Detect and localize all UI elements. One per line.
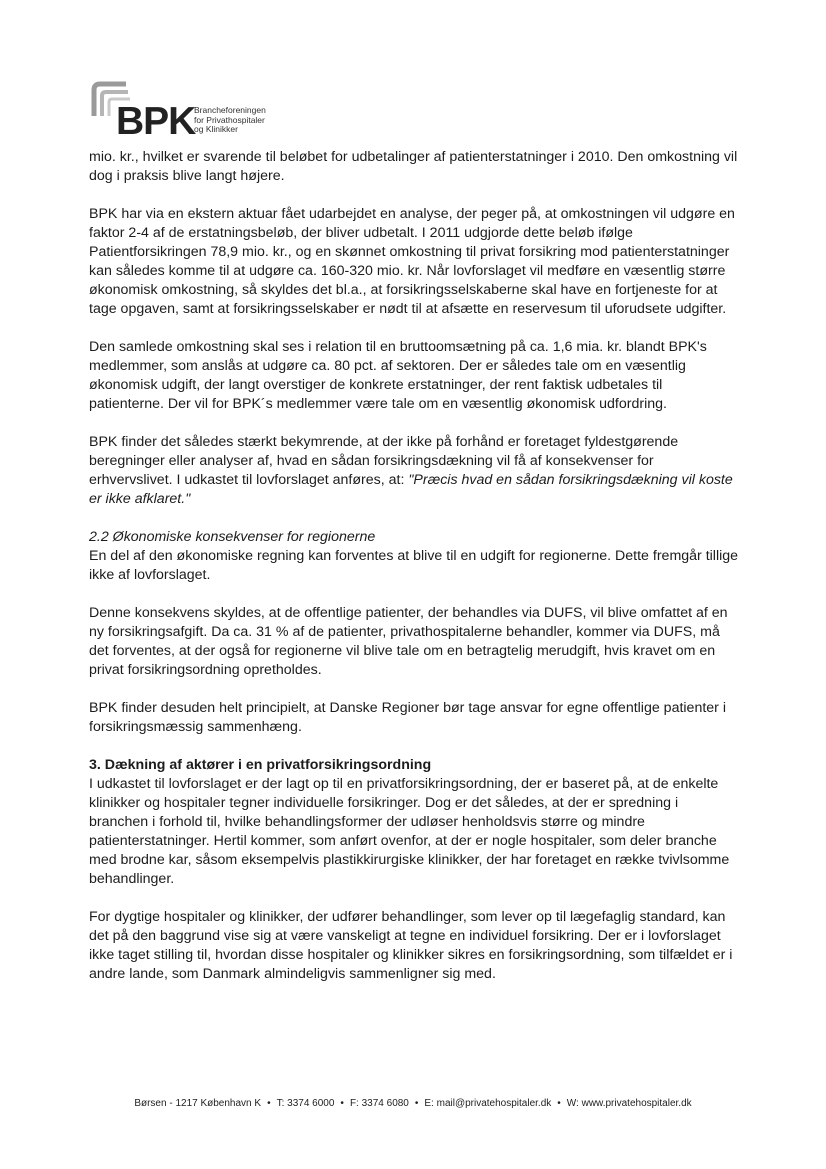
footer-phone: T: 3374 6000 [276,1098,335,1109]
logo-tagline-line1: Brancheforeningen [194,105,266,115]
paragraph-5: En del af den økonomiske regning kan forventes at blive til en udgift for regionerne. Dette fremgår tillige ikke af lovforslaget. [89,548,739,583]
footer-separator: • [267,1098,271,1109]
paragraph-9: For dygtige hospitaler og klinikker, der udfører behandlinger, som lever op til lægefaglig standard, kan det på den baggrund vise sig at være vanskeligt at tegne en individuel forsikring. Der er i lovforslaget ikke taget stilling til, hvordan disse hospitaler og klinikker sikres en forsikringsordning, som tilfældet er i andre lande, som Danmark almindeligvis sammenligner sig med. [89,909,733,982]
footer-fax: F: 3374 6080 [349,1098,409,1109]
footer-address: Børsen - 1217 København K [134,1098,262,1109]
paragraph-7: BPK finder desuden helt principielt, at Danske Regioner bør tage ansvar for egne offentlige patienter i forsikringsmæssig sammenhæng. [89,700,726,735]
logo-tagline-line3: og Klinikker [194,124,238,134]
page-footer [0,1098,826,1109]
paragraph-4-text: BPK finder det således stærkt bekymrende, at der ikke på forhånd er foretaget fyldestgørende beregninger eller analyser af, hvad en sådan forsikringsdækning vil få af konsekvenser for erhvervslivet. I udkastet til lovforslaget anføres, at: [89,434,679,488]
paragraph-3: Den samlede omkostning skal ses i relation til en bruttoomsætning på ca. 1,6 mia. kr. blandt BPK's medlemmer, som anslås at udgøre ca. 80 pct. af sektoren. Der er således tale om en væsentlig økonomisk udgift, der langt overstiger de konkrete erstatninger, der rent faktisk udbetales til patienterne. Der vil for BPK´s medlemmer være tale om en væsentlig økonomisk udfordring. [89,339,707,412]
footer-email: E: mail@privatehospitaler.dk [424,1098,552,1109]
paragraph-4-quote: "Præcis hvad en sådan forsikringsdækning vil koste er ikke afklaret." [89,472,733,507]
footer-web: W: www.privatehospitaler.dk [566,1098,692,1109]
paragraph-4 [89,433,739,509]
section-heading-3: 3. Dækning af aktører i en privatforsikringsordning [89,757,432,773]
paragraph-2: BPK har via en ekstern aktuar fået udarbejdet en analyse, der peger på, at omkostningen vil udgøre en faktor 2-4 af de erstatningsbeløb, der bliver udbetalt. I 2011 udgjorde dette beløb ifølge Patientforsikringen 78,9 mio. kr., og en skønnet omkostning til privat forsikring mod patienterstatninger kan således komme til at udgøre ca. 160-320 mio. kr. Når lovforslaget vil medføre en væsentlig større økonomisk omkostning, så skyldes det bl.a., at forsikringsselskaberne skal have en fortjeneste for at tage opgaven, samt at forsikringsselskaber er nødt til at afsætte en reservesum til uforudsete udgifter. [89,206,735,317]
logo-letters: BPK [116,100,196,143]
logo-tagline-line2: for Privathospitaler [194,114,265,125]
paragraph-1: mio. kr., hvilket er svarende til beløbet for udbetalinger af patienterstatninger i 2010. Den omkostning vil dog i praksis blive langt højere. [89,149,738,184]
paragraph-6: Denne konsekvens skyldes, at de offentlige patienter, der behandles via DUFS, vil blive omfattet af en ny forsikringsafgift. Da ca. 31 % af de patienter, privathospitalerne behandler, kommer via DUFS, må det forventes, at der også for regionerne vil blive tale om en betragtelig merudgift, hvis kravet om en privat forsikringsordning opretholdes. [89,605,728,678]
bpk-logo [90,80,290,144]
paragraph-8: I udkastet til lovforslaget er der lagt op til en privatforsikringsordning, der er baseret på, at de enkelte klinikker og hospitaler tegner individuelle forsikringer. Dog er det således, at der er spredning i branchen i forhold til, hvilke behandlingsformer der udløser henholdsvis større og mindre patienterstatninger. Hertil kommer, som anført ovenfor, at der er nogle hospitaler, som deler branche med brodne kar, såsom eksempelvis plastikkirurgiske klinikker, der har foretaget en række tvivlsomme behandlinger. [89,776,730,887]
logo-tagline [194,106,266,135]
footer-separator: • [557,1098,561,1109]
footer-separator: • [340,1098,344,1109]
footer-separator: • [414,1098,419,1109]
document-body [89,148,739,1003]
section-heading-2-2: 2.2 Økonomiske konsekvenser for regionerne [89,529,376,545]
